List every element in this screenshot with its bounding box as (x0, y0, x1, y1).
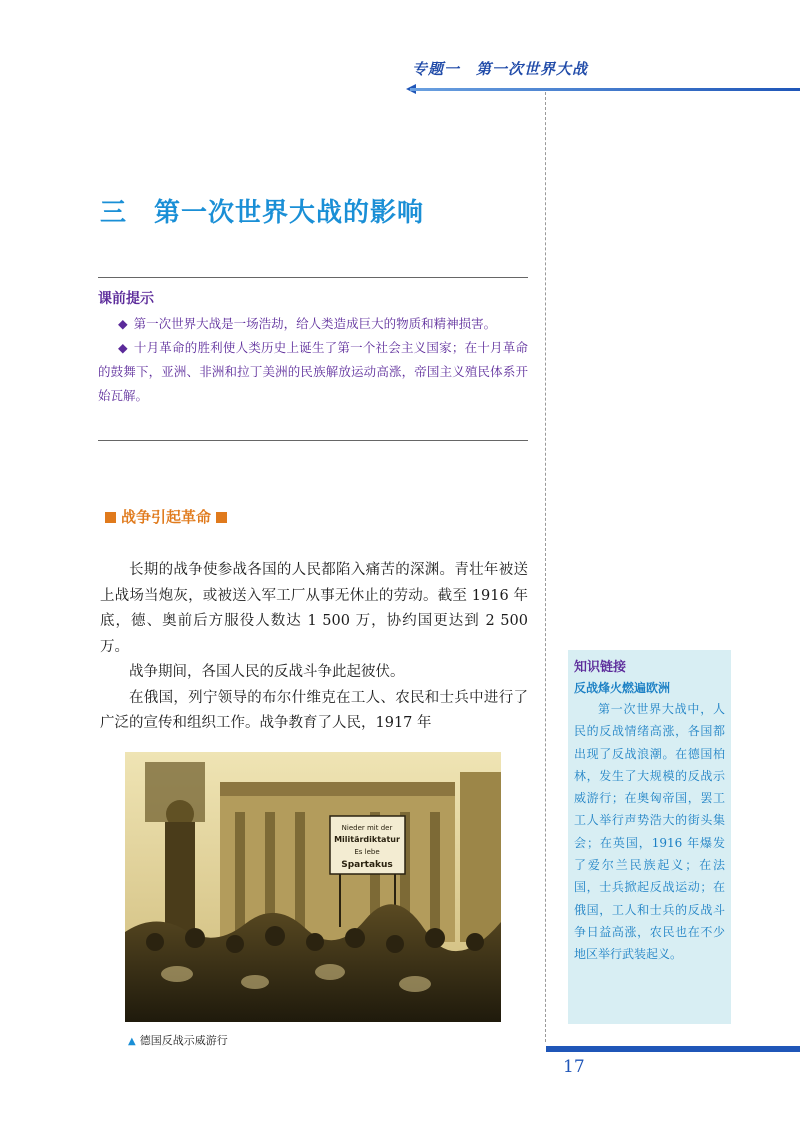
sign-text-line: Spartakus (341, 860, 393, 870)
section-heading (100, 506, 232, 527)
square-bullet-icon (105, 512, 116, 523)
body-text (100, 558, 528, 737)
demonstration-photo (125, 752, 501, 1022)
tips-label: 课前提示 (98, 291, 154, 307)
square-bullet-icon (216, 512, 227, 523)
tips-item-text: 第一次世界大战是一场浩劫，给人类造成巨大的物质和精神损害。 (133, 316, 497, 331)
tips-item (98, 336, 528, 408)
body-paragraph: 在俄国，列宁领导的布尔什维克在工人、农民和士兵中进行了广泛的宣传和组织工作。战争教育了人民，1917 年 (100, 689, 528, 731)
diamond-icon: ◆ (118, 316, 128, 331)
footer-bar (546, 1046, 800, 1052)
sign-text-line: Nieder mit der (341, 824, 393, 832)
body-paragraph: 战争期间，各国人民的反战斗争此起彼伏。 (129, 664, 405, 680)
knowledge-text: 第一次世界大战中，人民的反战情绪高涨，各国都出现了反战浪潮。在德国柏林，发生了大规模的反战示威游行；在奥匈帝国，罢工工人举行声势浩大的街头集会；在英国，1916 年爆发了爱尔兰民族起义；在法国，士兵掀起反战运动；在俄国，工人和士兵的反战斗争日益高涨，农民也在不少地区举行武装起义。 (574, 702, 725, 962)
photo-illustration (125, 752, 501, 1022)
sign-text-line: Es lebe (354, 848, 380, 856)
diamond-icon: ◆ (118, 340, 128, 355)
sign-text-line: Militärdiktatur (334, 835, 400, 844)
knowledge-subtitle: 反战烽火燃遍欧洲 (574, 681, 671, 695)
photo-caption-text: 德国反战示威游行 (139, 1034, 228, 1047)
knowledge-label: 知识链接 (574, 660, 627, 675)
header-bar (410, 88, 800, 91)
page-number: 17 (563, 1057, 585, 1077)
header-title: 专题一 第一次世界大战 (412, 60, 589, 78)
knowledge-box (568, 650, 731, 1024)
tips-item (98, 312, 528, 336)
margin-divider (545, 92, 546, 1042)
triangle-icon: ▲ (128, 1036, 136, 1047)
section-heading-text: 战争引起革命 (121, 508, 212, 526)
body-paragraph: 长期的战争使参战各国的人民都陷入痛苦的深渊。青壮年被送上战场当炮灰，或被送入军工厂从事无休止的劳动。截至 1916 年底，德、奥前后方服役人数达 1 500 万，协约国更达到 2 500 万。 (100, 562, 528, 655)
photo-caption (128, 1032, 228, 1048)
chapter-title: 三 第一次世界大战的影响 (100, 198, 425, 228)
tips-box (98, 277, 528, 441)
tips-item-text: 十月革命的胜利使人类历史上诞生了第一个社会主义国家；在十月革命的鼓舞下，亚洲、非洲和拉丁美洲的民族解放运动高涨，帝国主义殖民体系开始瓦解。 (98, 340, 528, 403)
